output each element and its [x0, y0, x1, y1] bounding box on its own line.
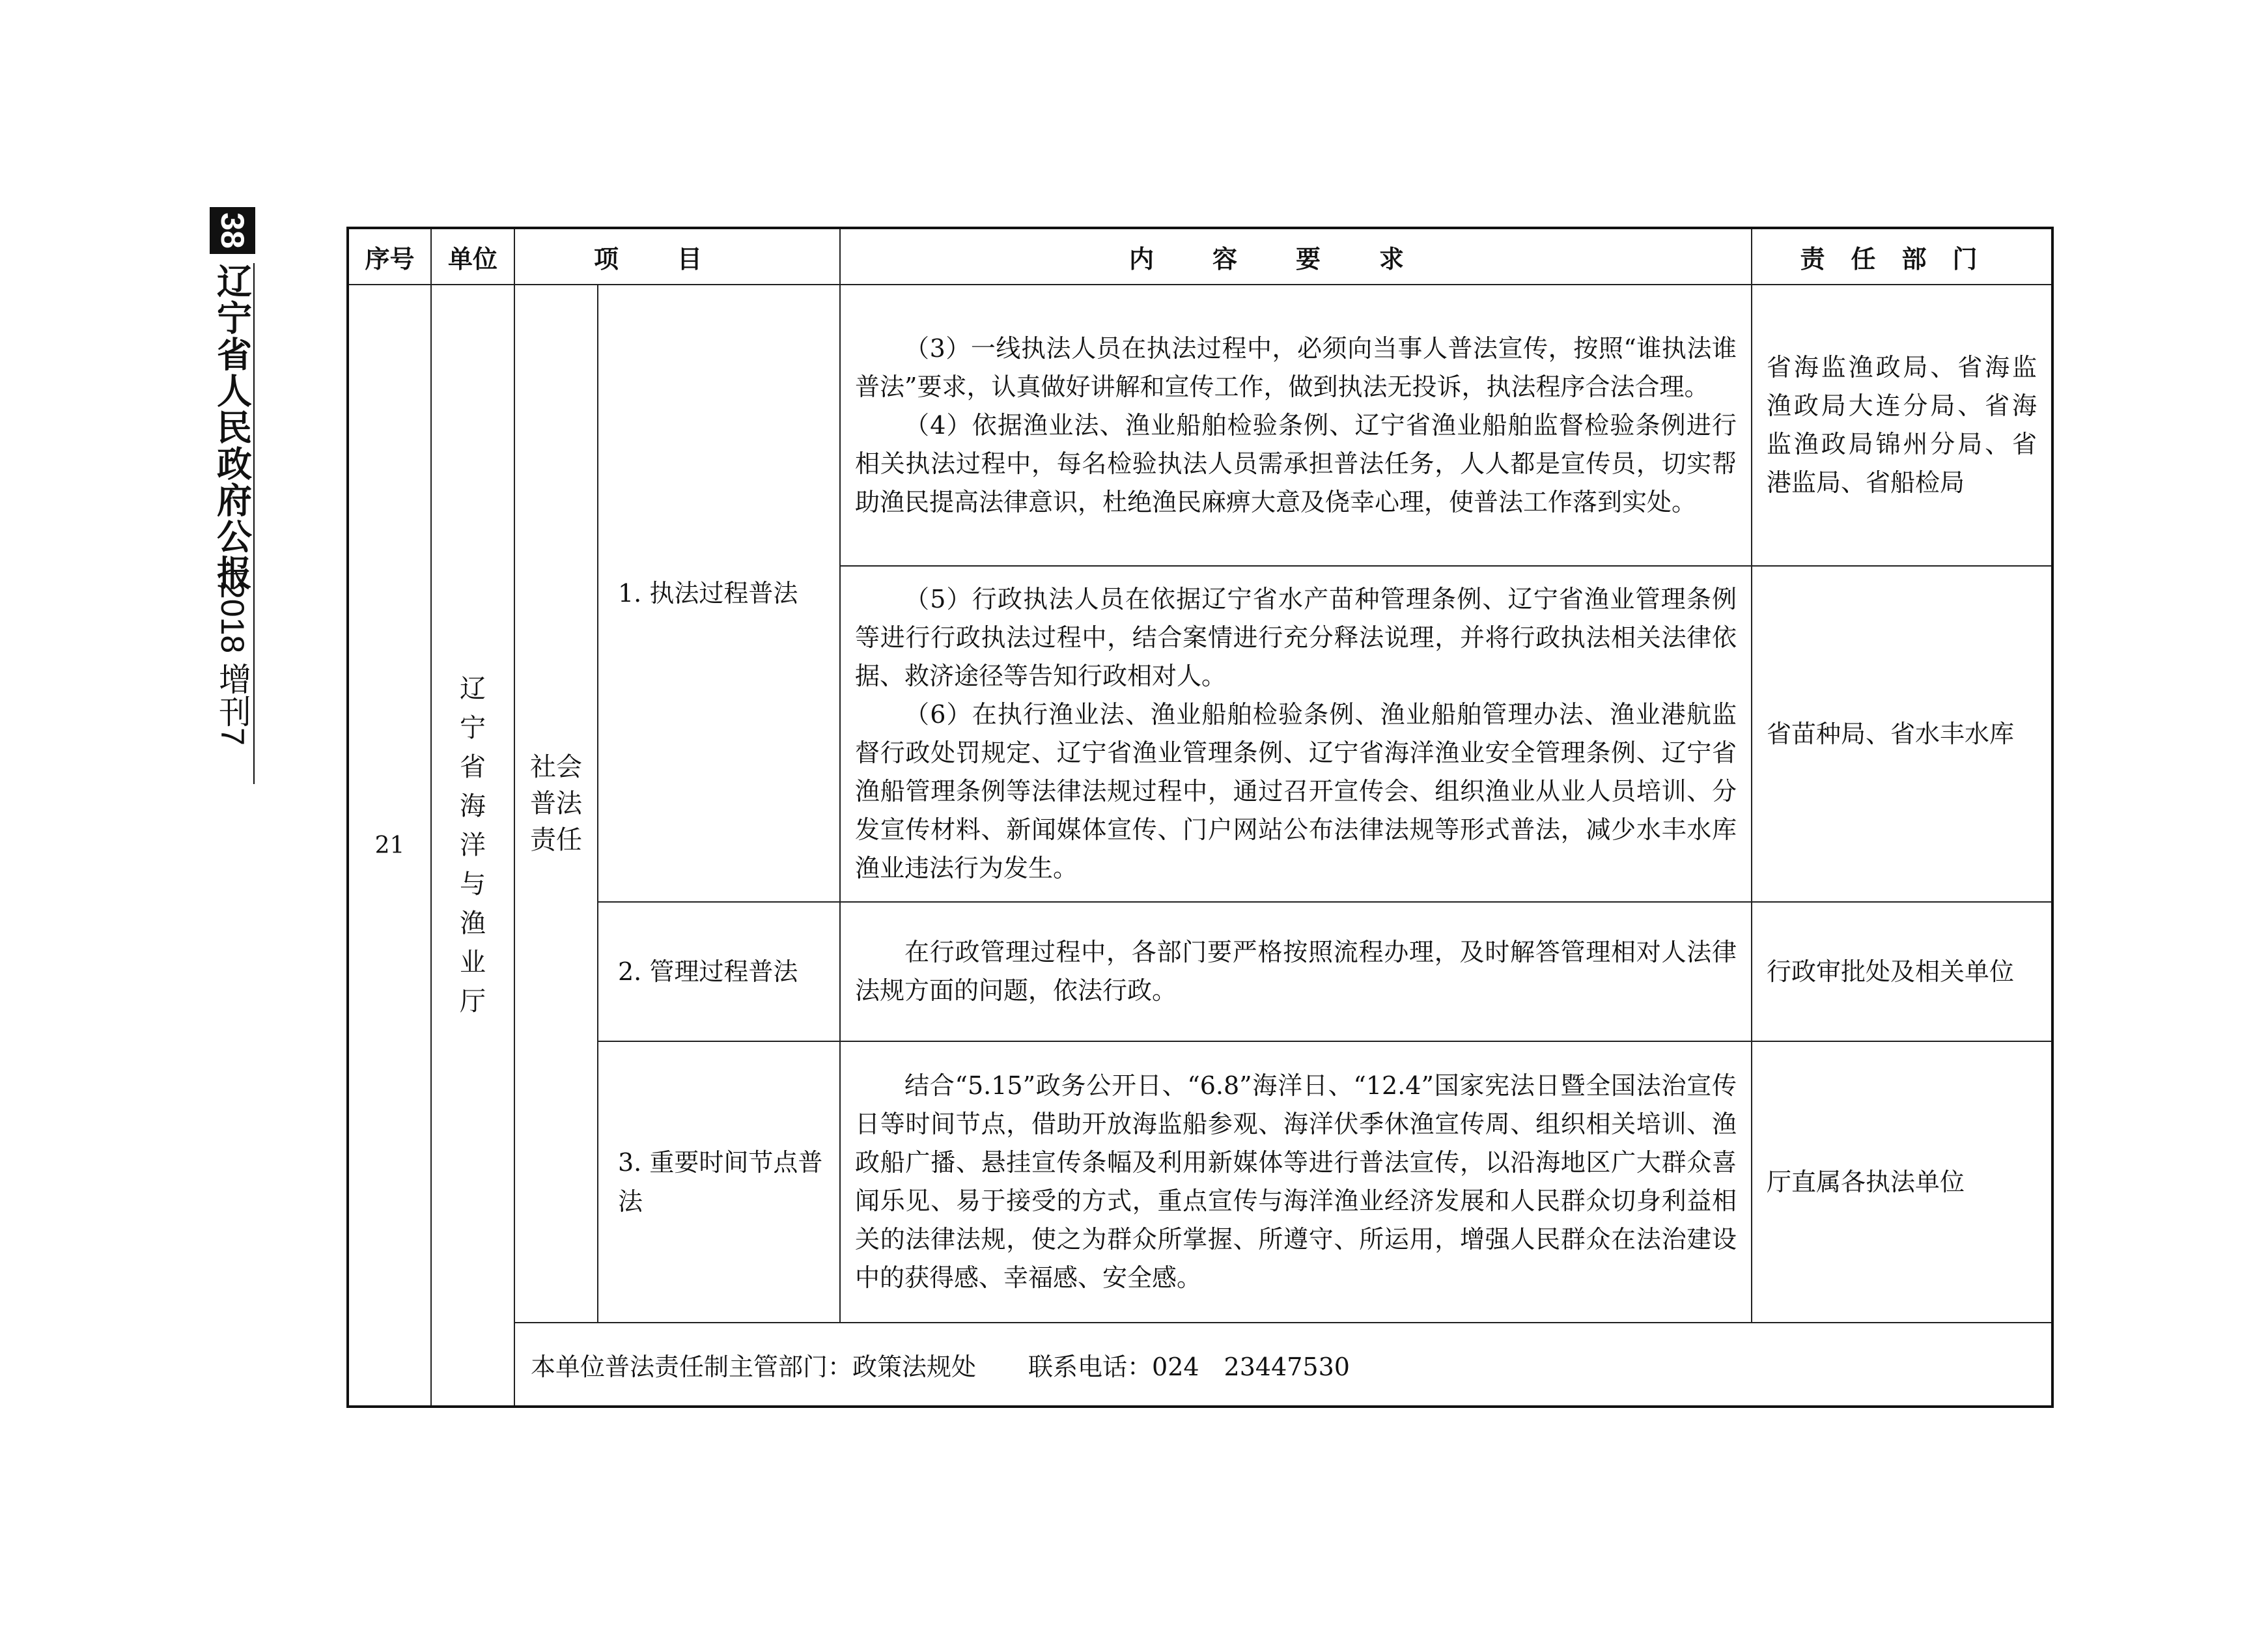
content-paragraph-management: 在行政管理过程中，各部门要严格按照流程办理，及时解答管理相对人法律法规方面的问题，依法行政。 — [855, 938, 1737, 1005]
category-name: 社会普法责任 — [530, 752, 582, 855]
header-item: 项目 — [514, 228, 840, 285]
publication-title-box — [210, 263, 255, 591]
footer-cell — [514, 1323, 2052, 1407]
content-cell — [840, 566, 1752, 902]
content-paragraph-6: （6）在执行渔业法、渔业船舶检验条例、渔业船舶管理办法、渔业港航监督行政处罚规定、辽宁省渔业管理条例、辽宁省海洋渔业安全管理条例、辽宁省渔船管理条例等法律法规过程中，通过召开宣传会、组织渔业从业人员培训、分发宣传材料、新闻媒体宣传、门户网站公布法律法规等形式普法，减少水丰水库渔业违法行为发生。 — [855, 700, 1737, 882]
content-paragraph-4: （4）依据渔业法、渔业船舶检验条例、辽宁省渔业船舶监督检验条例进行相关执法过程中，每名检验执法人员需承担普法任务，人人都是宣传员，切实帮助渔民提高法律意识，杜绝渔民麻痹大意及侥幸心理，使普法工作落到实处。 — [855, 410, 1737, 516]
header-dept: 责任部门 — [1752, 228, 2052, 285]
publication-title: 辽宁省人民政府公报 — [211, 263, 253, 591]
item-key-dates: 3. 重要时间节点普法 — [598, 1041, 840, 1323]
table-row — [348, 1041, 2052, 1323]
header-content: 内容要求 — [840, 228, 1752, 285]
content-cell — [840, 1041, 1752, 1323]
footer-dept: 本单位普法责任制主管部门：政策法规处 — [531, 1352, 977, 1381]
category-cell — [514, 285, 598, 1323]
unit-name: 辽宁省海洋与渔业厅 — [460, 674, 486, 1017]
header-no: 序号 — [348, 228, 431, 285]
table-row — [348, 902, 2052, 1041]
issue-box — [210, 581, 255, 802]
header-row — [348, 228, 2052, 285]
page-number-box — [210, 207, 255, 254]
content-cell — [840, 902, 1752, 1041]
footer-phone: 联系电话：024 23447530 — [1028, 1352, 1350, 1381]
content-paragraph-3: （3）一线执法人员在执法过程中，必须向当事人普法宣传，按照“谁执法谁普法”要求，认真做好讲解和宣传工作，做到执法无投诉，执法程序合法合理。 — [855, 333, 1737, 401]
content-cell — [840, 285, 1752, 566]
responsibility-table — [346, 227, 2054, 1408]
side-banner — [210, 207, 255, 802]
page-number: 38 — [214, 212, 251, 249]
dept-cell: 省海监渔政局、省海监渔政局大连分局、省海监渔政局锦州分局、省港监局、省船检局 — [1752, 285, 2052, 566]
dept-cell: 厅直属各执法单位 — [1752, 1041, 2052, 1323]
issue-label: 2018 增刊7 — [214, 581, 251, 746]
row-number: 21 — [348, 285, 431, 1407]
content-paragraph-5: （5）行政执法人员在依据辽宁省水产苗种管理条例、辽宁省渔业管理条例等进行行政执法过程中，结合案情进行充分释法说理，并将行政执法相关法律依据、救济途径等告知行政相对人。 — [855, 585, 1737, 690]
content-paragraph-key-dates: 结合“5.15”政务公开日、“6.8”海洋日、“12.4”国家宪法日暨全国法治宣传日等时间节点，借助开放海监船参观、海洋伏季休渔宣传周、组织相关培训、渔政船广播、悬挂宣传条幅及利用新媒体等进行普法宣传，以沿海地区广大群众喜闻乐见、易于接受的方式，重点宣传与海洋渔业经济发展和人民群众切身利益相关的法律法规，使之为群众所掌握、所遵守、所运用，增强人民群众在法治建设中的获得感、幸福感、安全感。 — [855, 1071, 1737, 1292]
dept-cell: 省苗种局、省水丰水库 — [1752, 566, 2052, 902]
item-management: 2. 管理过程普法 — [598, 902, 840, 1041]
unit-cell — [431, 285, 514, 1407]
item-law-enforcement: 1. 执法过程普法 — [598, 285, 840, 902]
dept-cell: 行政审批处及相关单位 — [1752, 902, 2052, 1041]
footer-row — [348, 1323, 2052, 1407]
header-unit: 单位 — [431, 228, 514, 285]
table-row — [348, 285, 2052, 566]
